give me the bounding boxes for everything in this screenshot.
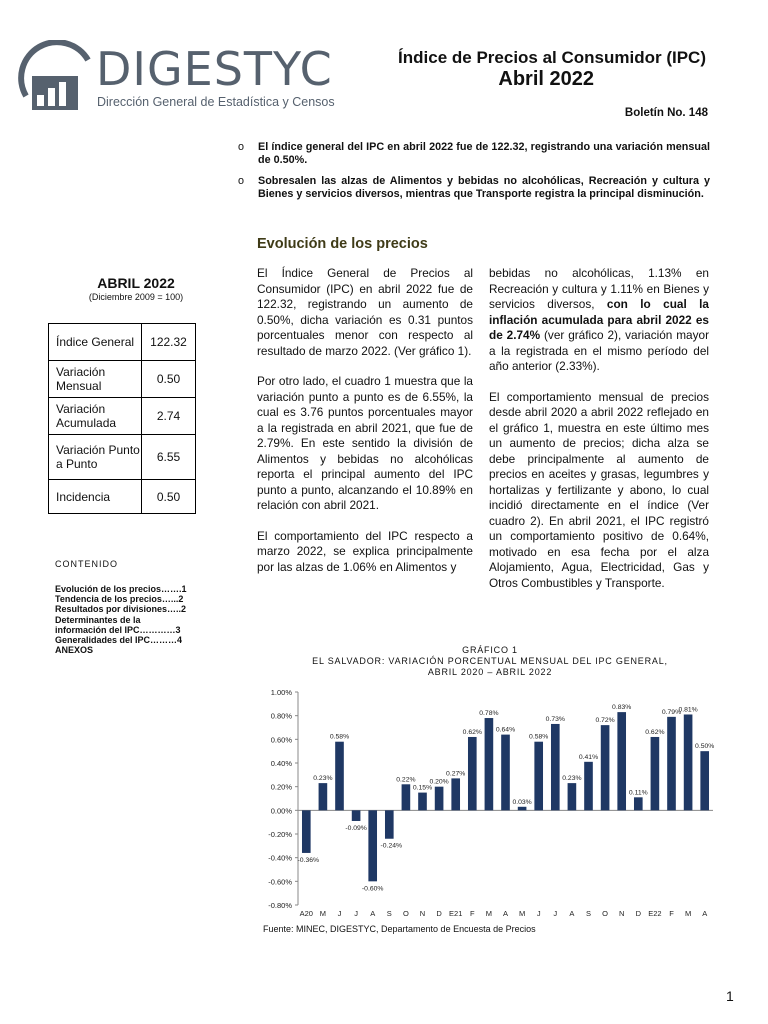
x-tick-label: S [585,909,592,918]
y-tick-label: 1.00% [270,688,292,697]
chart-title-line: GRÁFICO 1 [462,645,518,655]
data-label: 0.20% [429,778,449,786]
logo-mark-icon [18,40,98,120]
toc-item[interactable]: Evolución de los precios…….1 [55,584,187,594]
y-tick-label: 0.40% [270,759,292,768]
x-tick-label: J [337,909,342,918]
paragraph: El Índice General de Precios al Consumidor (IPC) en abril 2022 fue de 122.32, registrando un aumento de 0.50%, dicha variación es 0.31 puntos porcentuales menor con respecto al resultado de marzo 2022. (Ver gráfico 1). [257,266,473,358]
data-label: 0.62% [645,728,665,736]
chart-bar [518,807,527,811]
highlight-item [238,141,710,167]
report-date: Abril 2022 [498,68,594,90]
x-tick-label: D [436,909,442,918]
paragraph: El comportamiento del IPC respecto a marzo 2022, se explica principalmente por las alzas de 1.06% en Alimentos y [257,528,473,574]
data-label: 0.58% [329,733,350,741]
y-tick-label: -0.80% [268,901,292,910]
data-label: 0.81% [678,706,698,714]
chart-bar [335,742,344,811]
section-title: Evolución de los precios [257,236,428,252]
report-title: Índice de Precios al Consumidor (IPC) [398,48,706,67]
chart-source: Fuente: MINEC, DIGESTYC, Departamento de Encuesta de Precios [263,924,536,934]
paragraph: El comportamiento mensual de precios desde abril 2020 a abril 2022 reflejado en el gráfico 1, muestra en este último mes un aumento de precios; dicha alza se debe principalmente al aumento de precios en aceites y grasas, legumbres y hortalizas y fertilizante y abono, lo cual incidió directamente en el índice (Ver cuadro 2). En abril 2021, el IPC registró un comportamiento positivo de 0.64%, motivado en esa fecha por el alza Alojamiento, Agua, Electricidad, Gas y Otros Combustibles y Transporte. [489,389,709,590]
data-label: 0.15% [412,784,433,792]
highlight-text: El índice general del IPC en abril 2022 fue de 122.32, registrando una variación mensual de 0.50%. [258,141,710,166]
x-tick-label: N [419,909,426,918]
chart-bar [534,742,543,811]
chart-bar [601,725,610,810]
x-tick-label: J [536,909,541,918]
y-tick-label: -0.60% [268,877,292,887]
table-cell-value: 0.50 [142,361,196,398]
highlight-text: Sobresalen las alzas de Alimentos y bebidas no alcohólicas, Recreación y cultura y Bienes y servicios diversos, mientras que Transporte registra la principal disminución. [258,175,710,200]
data-label: 0.64% [495,726,516,734]
y-tick-label: 0.20% [270,782,292,792]
x-tick-label: A20 [299,909,313,918]
toc-item[interactable]: información del IPC…………3 [55,624,181,635]
bulletin-number: Boletín No. 148 [624,107,708,119]
y-tick-label: -0.40% [268,853,292,863]
table-cell-value: 122.32 [142,324,196,361]
y-tick-label: 0.60% [270,735,292,745]
x-tick-label: D [635,909,642,918]
data-label: 0.50% [695,743,715,751]
y-tick-label: -0.20% [268,830,292,839]
table-cell-label: Índice General [49,324,142,361]
chart-bar [684,714,693,810]
x-tick-label: F [470,909,475,918]
data-label: -0.60% [361,885,384,893]
chart-bar [584,762,593,811]
data-label: 0.23% [313,775,333,783]
chart-bar [451,778,460,810]
data-label: 0.11% [628,789,648,797]
page-number: 1 [726,988,734,1004]
data-label: 0.27% [446,770,466,778]
table-cell-value: 2.74 [142,398,196,435]
data-label: 0.62% [462,728,482,736]
chart-bar [302,810,311,853]
monthly-variation-chart [258,682,718,922]
data-label: -0.24% [380,842,403,850]
x-tick-label: O [402,909,409,918]
chart-bar [418,793,427,811]
toc-item[interactable]: ANEXOS [55,645,94,656]
table-row [49,361,196,398]
chart-bar [700,751,709,810]
bullet-marker: o [238,141,245,153]
data-label: 0.23% [562,775,582,783]
chart-bar [468,737,477,810]
paragraph-text: bebidas no alcohólicas, 1.13% en Recreación y cultura y 1.11% en Bienes y servicios diversos, [489,266,709,311]
chart-bar [667,717,676,810]
chart-bar [385,810,394,838]
toc-item[interactable]: Determinantes de la [55,614,141,625]
chart-bar [568,783,577,810]
data-label: 0.79% [661,708,682,716]
data-label: 0.03% [512,798,532,806]
chart-bar [501,735,510,811]
x-tick-label: A [370,909,376,918]
data-label: 0.72% [595,717,615,725]
data-label: 0.22% [396,776,416,784]
table-cell-label: Incidencia [49,480,142,514]
x-tick-label: M [518,909,526,918]
x-tick-label: E22 [648,909,662,918]
bullet-marker: o [238,175,245,187]
y-tick-label: 0.80% [270,711,292,721]
x-tick-label: A [502,909,509,918]
data-label: 0.78% [479,710,499,718]
toc-item[interactable]: Generalidades del IPC………4 [55,635,183,646]
toc-item[interactable]: Resultados por divisiones…..2 [55,604,187,615]
toc-item[interactable]: Tendencia de los precios…...2 [55,594,184,605]
chart-bar [435,787,444,811]
x-tick-label: E21 [449,909,463,918]
x-tick-label: O [602,909,609,918]
x-tick-label: J [553,909,558,918]
body-column-1 [257,266,473,590]
table-of-contents [55,584,225,655]
x-tick-label: M [319,909,327,918]
x-tick-label: S [386,909,392,918]
data-label: -0.36% [297,856,320,864]
sidebar-subtitle: (Diciembre 2009 = 100) [88,292,184,302]
x-tick-label: F [669,909,674,918]
paragraph [489,266,709,375]
x-tick-label: A [569,909,575,918]
chart-bar [485,718,494,810]
chart-bar [551,724,560,810]
highlight-item [238,175,710,201]
table-row [49,324,196,361]
contents-title: CONTENIDO [55,559,118,569]
chart-bar [402,784,411,810]
table-cell-label: Variación Acumulada [49,398,142,435]
table-cell-label: Variación Punto a Punto [49,435,142,480]
chart-bar [651,737,660,810]
data-label: 0.73% [545,715,565,723]
table-cell-value: 0.50 [142,480,196,514]
table-row [49,435,196,480]
paragraph: Por otro lado, el cuadro 1 muestra que la variación punto a punto es de 6.55%, la cual es 3.76 puntos porcentuales mayor a la registrada en abril 2021, que fue de 2.79%. En este sentido la división de Alimentos y bebidas no alcohólicas reporta el principal aumento del IPC punto a punto, alcanzando el 10.89% en relación con abril 2021. [257,374,473,512]
chart-bar [368,810,377,881]
data-label: 0.41% [578,753,599,761]
x-tick-label: A [702,909,708,918]
data-label: -0.09% [345,824,367,832]
data-label: 0.58% [529,733,549,741]
y-tick-label: 0.00% [270,806,292,816]
sidebar-title: ABRIL 2022 [97,275,175,291]
table-row [49,480,196,514]
paragraph-emphasis: con lo cual la inflación acumulada para abril 2022 es de 2.74% [489,297,709,342]
body-column-2 [489,266,709,606]
chart-title-line: EL SALVADOR: VARIACIÓN PORCENTUAL MENSUAL DEL IPC GENERAL, [312,656,668,666]
chart-bar [319,783,328,810]
table-row [49,398,196,435]
chart-bar [617,712,626,810]
chart-bar [634,797,643,810]
x-tick-label: M [684,909,692,918]
logo-wordmark: DIGESTYC [96,42,333,96]
x-tick-label: N [618,909,625,918]
chart-title-line: ABRIL 2020 – ABRIL 2022 [427,667,553,677]
logo-subtitle: Dirección General de Estadística y Censos [97,95,335,109]
table-cell-value: 6.55 [142,435,196,480]
table-cell-label: Variación Mensual [49,361,142,398]
paragraph-text: (ver gráfico 2), variación mayor a la registrada en el mismo período del año anterior (2.33%). [489,328,709,373]
chart-bar [352,810,361,821]
x-tick-label: J [354,909,358,918]
x-tick-label: M [485,909,493,918]
indicators-table [48,323,196,514]
data-label: 0.83% [612,704,632,712]
